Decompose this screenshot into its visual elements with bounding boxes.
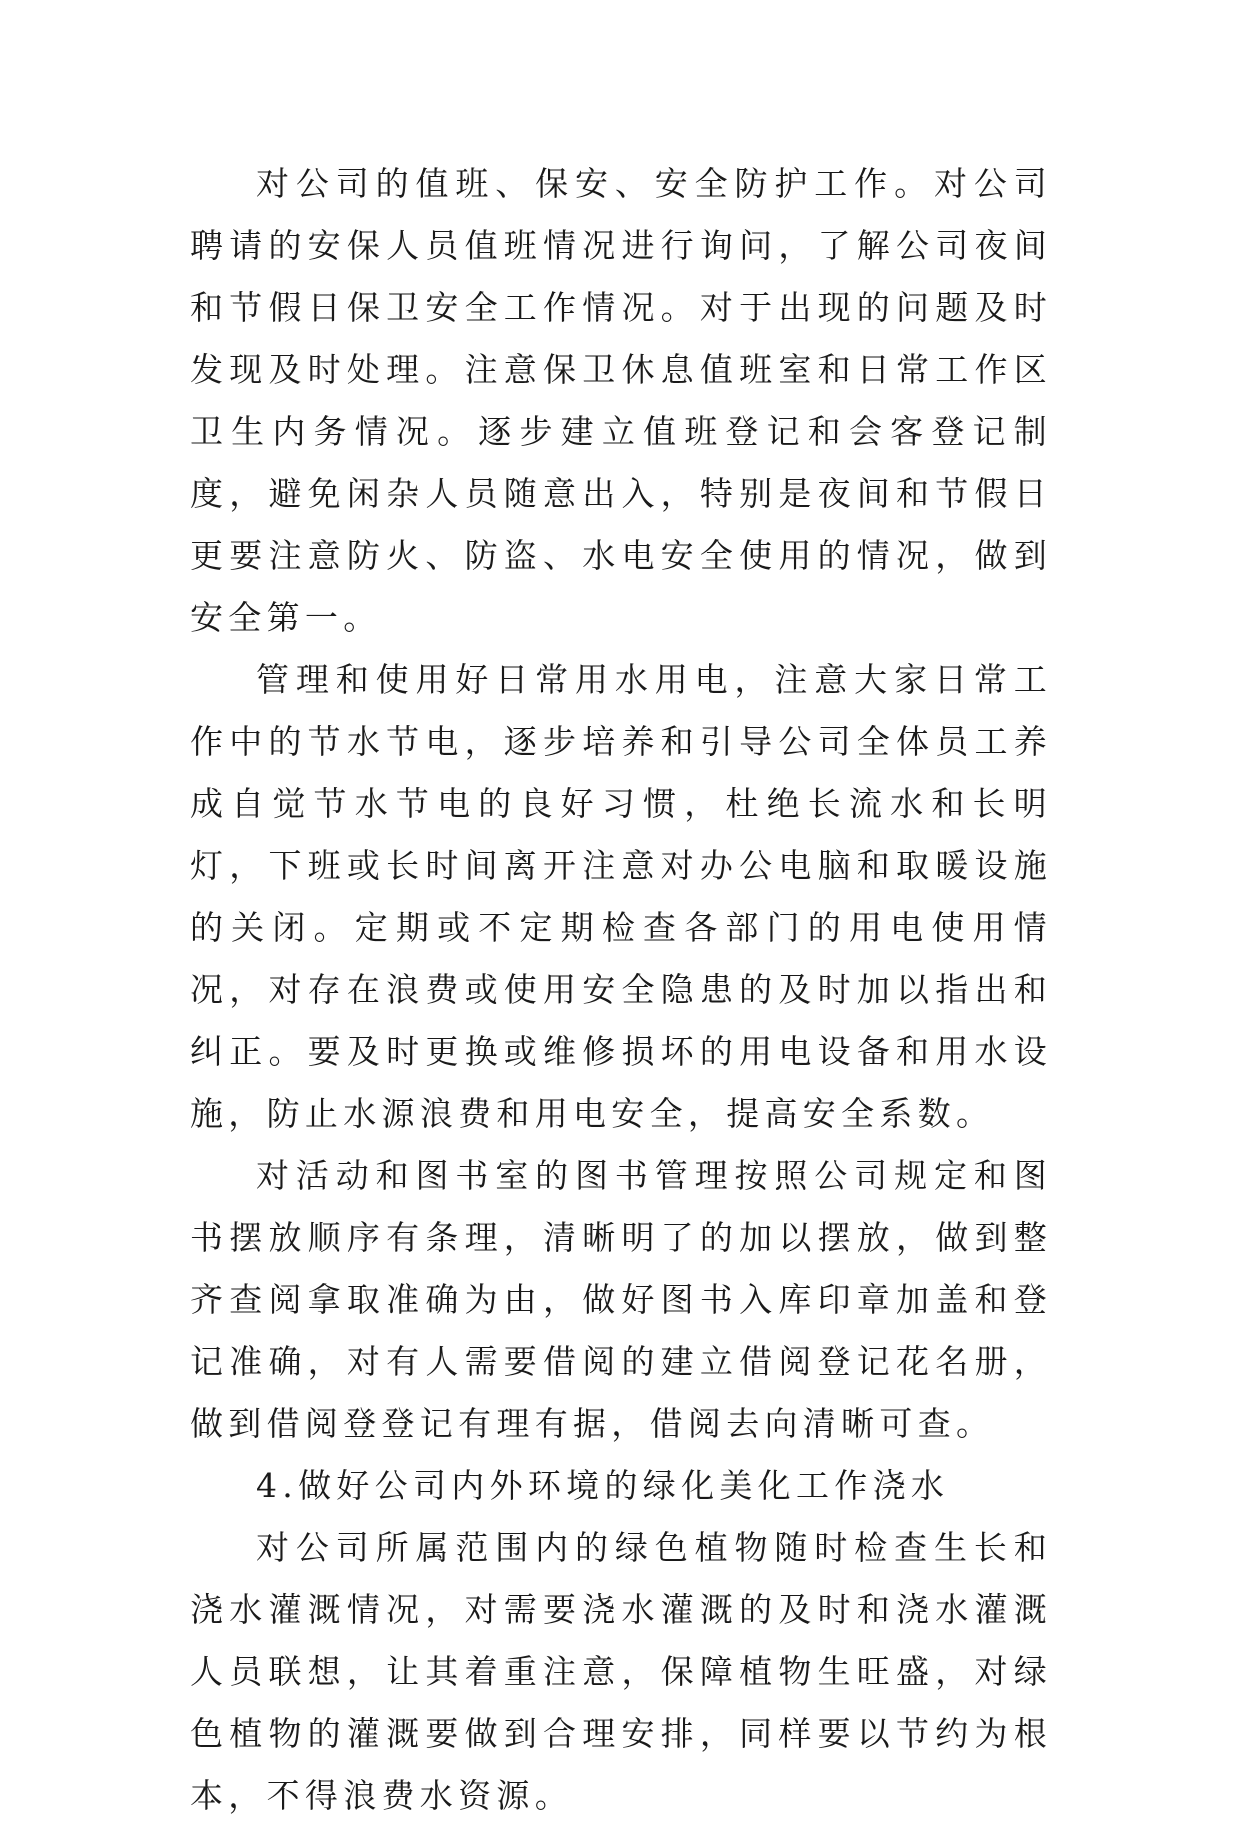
section-heading-greening: 4.做好公司内外环境的绿化美化工作浇水 (256, 1466, 950, 1505)
document-body (190, 153, 1052, 1827)
paragraph-plant-watering: 对公司所属范围内的绿色植物随时检查生长和浇水灌溉情况，对需要浇水灌溉的及时和浇水灌溉人员联想，让其着重注意，保障植物生旺盛，对绿色植物的灌溉要做到合理安排，同样要以节约为根本，不得浪费水资源。 (190, 1528, 1052, 1815)
paragraph-library-management: 对活动和图书室的图书管理按照公司规定和图书摆放顺序有条理，清晰明了的加以摆放，做到整齐查阅拿取准确为由，做好图书入库印章加盖和登记准确，对有人需要借阅的建立借阅登记花名册，做到借阅登登记有理有据，借阅去向清晰可查。 (190, 1156, 1052, 1443)
paragraph-security-duty: 对公司的值班、保安、安全防护工作。对公司聘请的安保人员值班情况进行询问，了解公司夜间和节假日保卫安全工作情况。对于出现的问题及时发现及时处理。注意保卫休息值班室和日常工作区卫生内务情况。逐步建立值班登记和会客登记制度，避免闲杂人员随意出入，特别是夜间和节假日更要注意防火、防盗、水电安全使用的情况，做到安全第一。 (190, 164, 1052, 637)
paragraph-water-electricity: 管理和使用好日常用水用电，注意大家日常工作中的节水节电，逐步培养和引导公司全体员工养成自觉节水节电的良好习惯，杜绝长流水和长明灯，下班或长时间离开注意对办公电脑和取暖设施的关闭。定期或不定期检查各部门的用电使用情况，对存在浪费或使用安全隐患的及时加以指出和纠正。要及时更换或维修损坏的用电设备和用水设施，防止水源浪费和用电安全，提高安全系数。 (190, 660, 1052, 1133)
